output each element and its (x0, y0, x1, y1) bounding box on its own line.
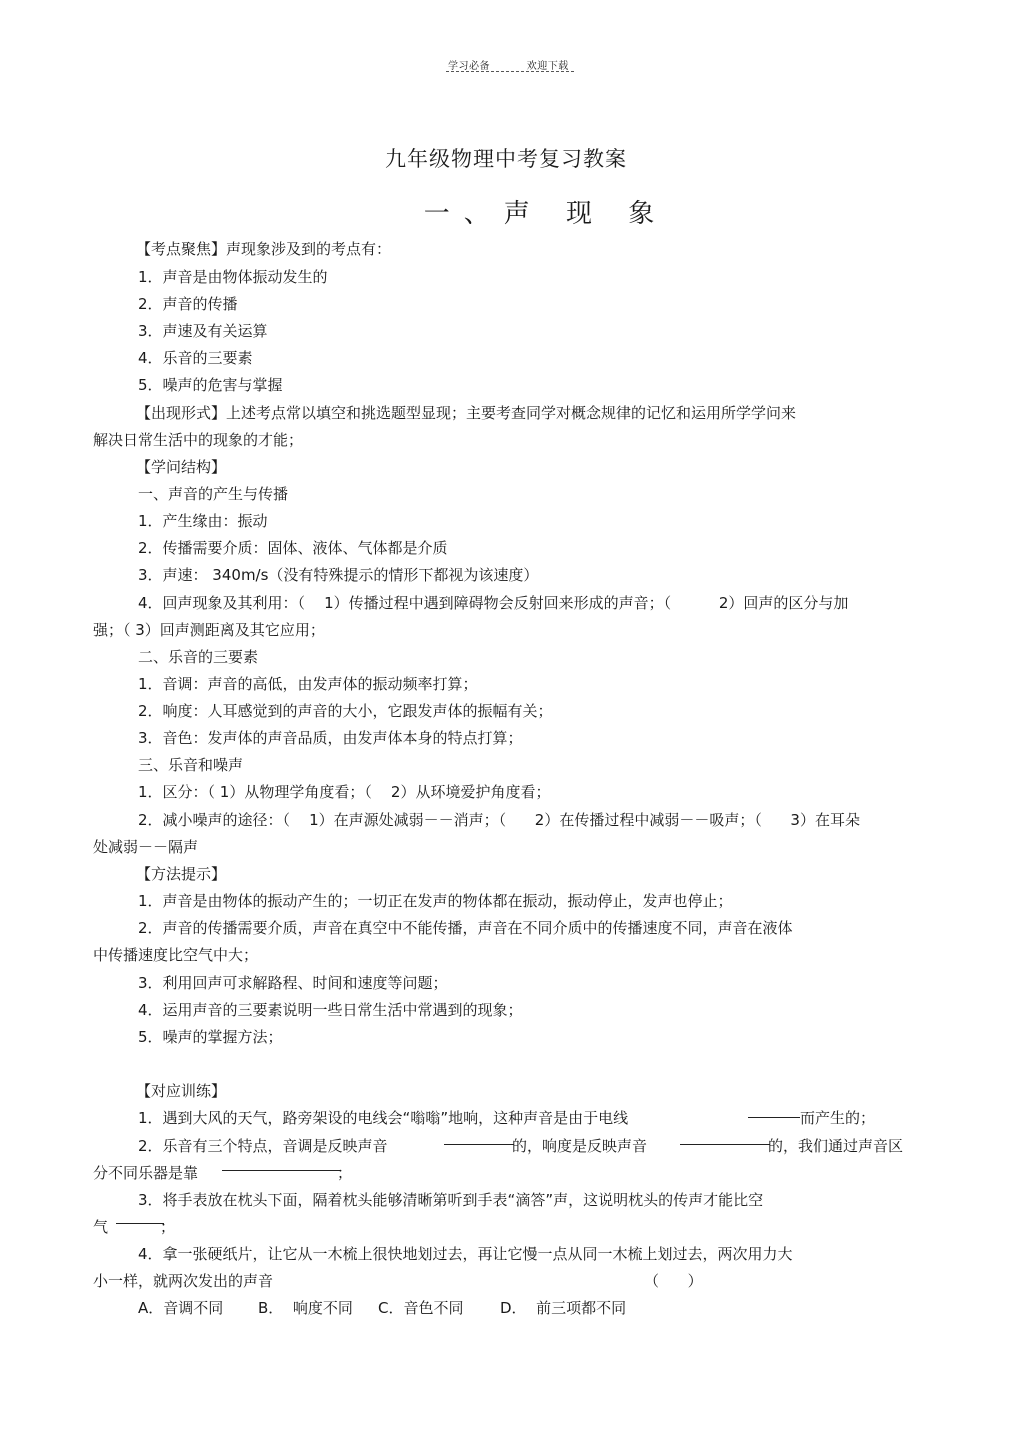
question-2-text-a: 2．乐音有三个特点，音调是反映声音 (138, 1137, 388, 1155)
section-2-item-3: 3．音色：发声体的声音品质，由发声体本身的特点打算； (138, 729, 523, 747)
section-3-item-1: 1．区分：（ 1）从物理学角度看；（ 2）从环境爱护角度看； (138, 783, 551, 801)
question-2-blank-1[interactable] (444, 1144, 514, 1145)
section-1-item-3: 3．声速： 340m/s（没有特殊提示的情形下都视为该速度） (138, 566, 539, 584)
fangfa-item-2a: 2．声音的传播需要介质，声音在真空中不能传播，声音在不同介质中的传播速度不同，声音在液体 (138, 919, 793, 937)
question-2-text-d: 分不同乐器是靠 (93, 1164, 199, 1182)
question-3-text-a: 3．将手表放在枕头下面，隔着枕头能够清晰第听到手表“滴答”声，这说明枕头的传声才能比空 (138, 1191, 764, 1209)
chuxian-line-1: 【出现形式】上述考点常以填空和挑选题型显现；主要考查同学对概念规律的记忆和运用所学学问来 (136, 404, 797, 422)
fangfa-item-2b: 中传播速度比空气中大； (93, 946, 259, 964)
section-1-title: 一、声音的产生与传播 (138, 485, 289, 503)
question-1-text: 1．遇到大风的天气，路旁架设的电线会“嗡嗡”地响，这种声音是由于电线 (138, 1109, 629, 1127)
section-2-title: 二、乐音的三要素 (138, 648, 259, 666)
section-1-item-2: 2．传播需要介质：固体、液体、气体都是介质 (138, 539, 448, 557)
xuewen-heading: 【学问结构】 (136, 458, 227, 476)
kaodian-item-3: 3．声速及有关运算 (138, 322, 268, 340)
question-3-blank[interactable] (116, 1223, 164, 1224)
question-2-text-b: 的，响度是反映声音 (512, 1137, 648, 1155)
fangfa-item-5: 5．噪声的掌握方法； (138, 1028, 283, 1046)
question-4-text-b: 小一样，就两次发出的声音 (93, 1272, 274, 1290)
kaodian-item-4: 4．乐音的三要素 (138, 349, 253, 367)
section-1-item-4b: 强；（ 3）回声测距离及其它应用； (93, 621, 325, 639)
fangfa-item-3: 3．利用回声可求解路程、时间和速度等问题； (138, 974, 448, 992)
kaodian-item-1: 1．声音是由物体振动发生的 (138, 268, 328, 286)
kaodian-item-5: 5．噪声的危害与掌握 (138, 376, 283, 394)
section-3-item-2a: 2．减小噪声的途径：（ 1）在声源处减弱－－消声；（ 2）在传播过程中减弱－－吸声；（ 3）在耳朵 (138, 811, 860, 829)
chapter-title: 一、声 现 象 (423, 199, 669, 229)
question-2-blank-2[interactable] (680, 1144, 770, 1145)
question-2-text-c: 的，我们通过声音区 (768, 1137, 904, 1155)
option-d[interactable]: D． 前三项都不同 (500, 1299, 627, 1317)
fangfa-item-4: 4．运用声音的三要素说明一些日常生活中常遇到的现象； (138, 1001, 523, 1019)
section-2-item-1: 1．音调：声音的高低，由发声体的振动频率打算； (138, 675, 478, 693)
fangfa-heading: 【方法提示】 (136, 865, 227, 883)
question-3-text-b: 气 (93, 1218, 109, 1236)
question-3-text-c: ； (160, 1218, 176, 1236)
section-3-title: 三、乐音和噪声 (138, 756, 244, 774)
question-1-blank[interactable] (748, 1117, 800, 1118)
page-header (448, 57, 569, 72)
header-right: 欢迎下载 (526, 61, 569, 72)
header-divider (446, 71, 574, 72)
option-a[interactable]: A．音调不同 (138, 1299, 224, 1317)
chuxian-line-2: 解决日常生活中的现象的才能； (93, 431, 304, 449)
section-3-item-2b: 处减弱－－隔声 (93, 838, 199, 856)
section-1-item-4a: 4．回声现象及其利用：（ 1）传播过程中遇到障碍物会反射回来形成的声音；（ 2）回声的区分与加 (138, 594, 849, 612)
question-2-text-e: ； (337, 1164, 353, 1182)
question-4-answer-paren[interactable]: （ ） (644, 1272, 703, 1290)
option-b[interactable]: B． 响度不同 (258, 1299, 353, 1317)
kaodian-item-2: 2．声音的传播 (138, 295, 238, 313)
xunlian-heading: 【对应训练】 (136, 1082, 227, 1100)
option-c[interactable]: C．音色不同 (378, 1299, 464, 1317)
question-2-blank-3[interactable] (222, 1170, 340, 1171)
question-1-tail: 而产生的； (800, 1109, 876, 1127)
kaodian-heading: 【考点聚焦】声现象涉及到的考点有： (136, 240, 392, 258)
section-2-item-2: 2．响度：人耳感觉到的声音的大小，它跟发声体的振幅有关； (138, 702, 553, 720)
document-title: 九年级物理中考复习教案 (385, 147, 627, 171)
section-1-item-1: 1．产生缘由：振动 (138, 512, 268, 530)
header-left: 学习必备 (448, 61, 490, 72)
fangfa-item-1: 1．声音是由物体的振动产生的；一切正在发声的物体都在振动，振动停止，发声也停止； (138, 892, 733, 910)
question-4-text-a: 4．拿一张硬纸片，让它从一木梳上很快地划过去，再让它慢一点从同一木梳上划过去，两次用力大 (138, 1245, 793, 1263)
